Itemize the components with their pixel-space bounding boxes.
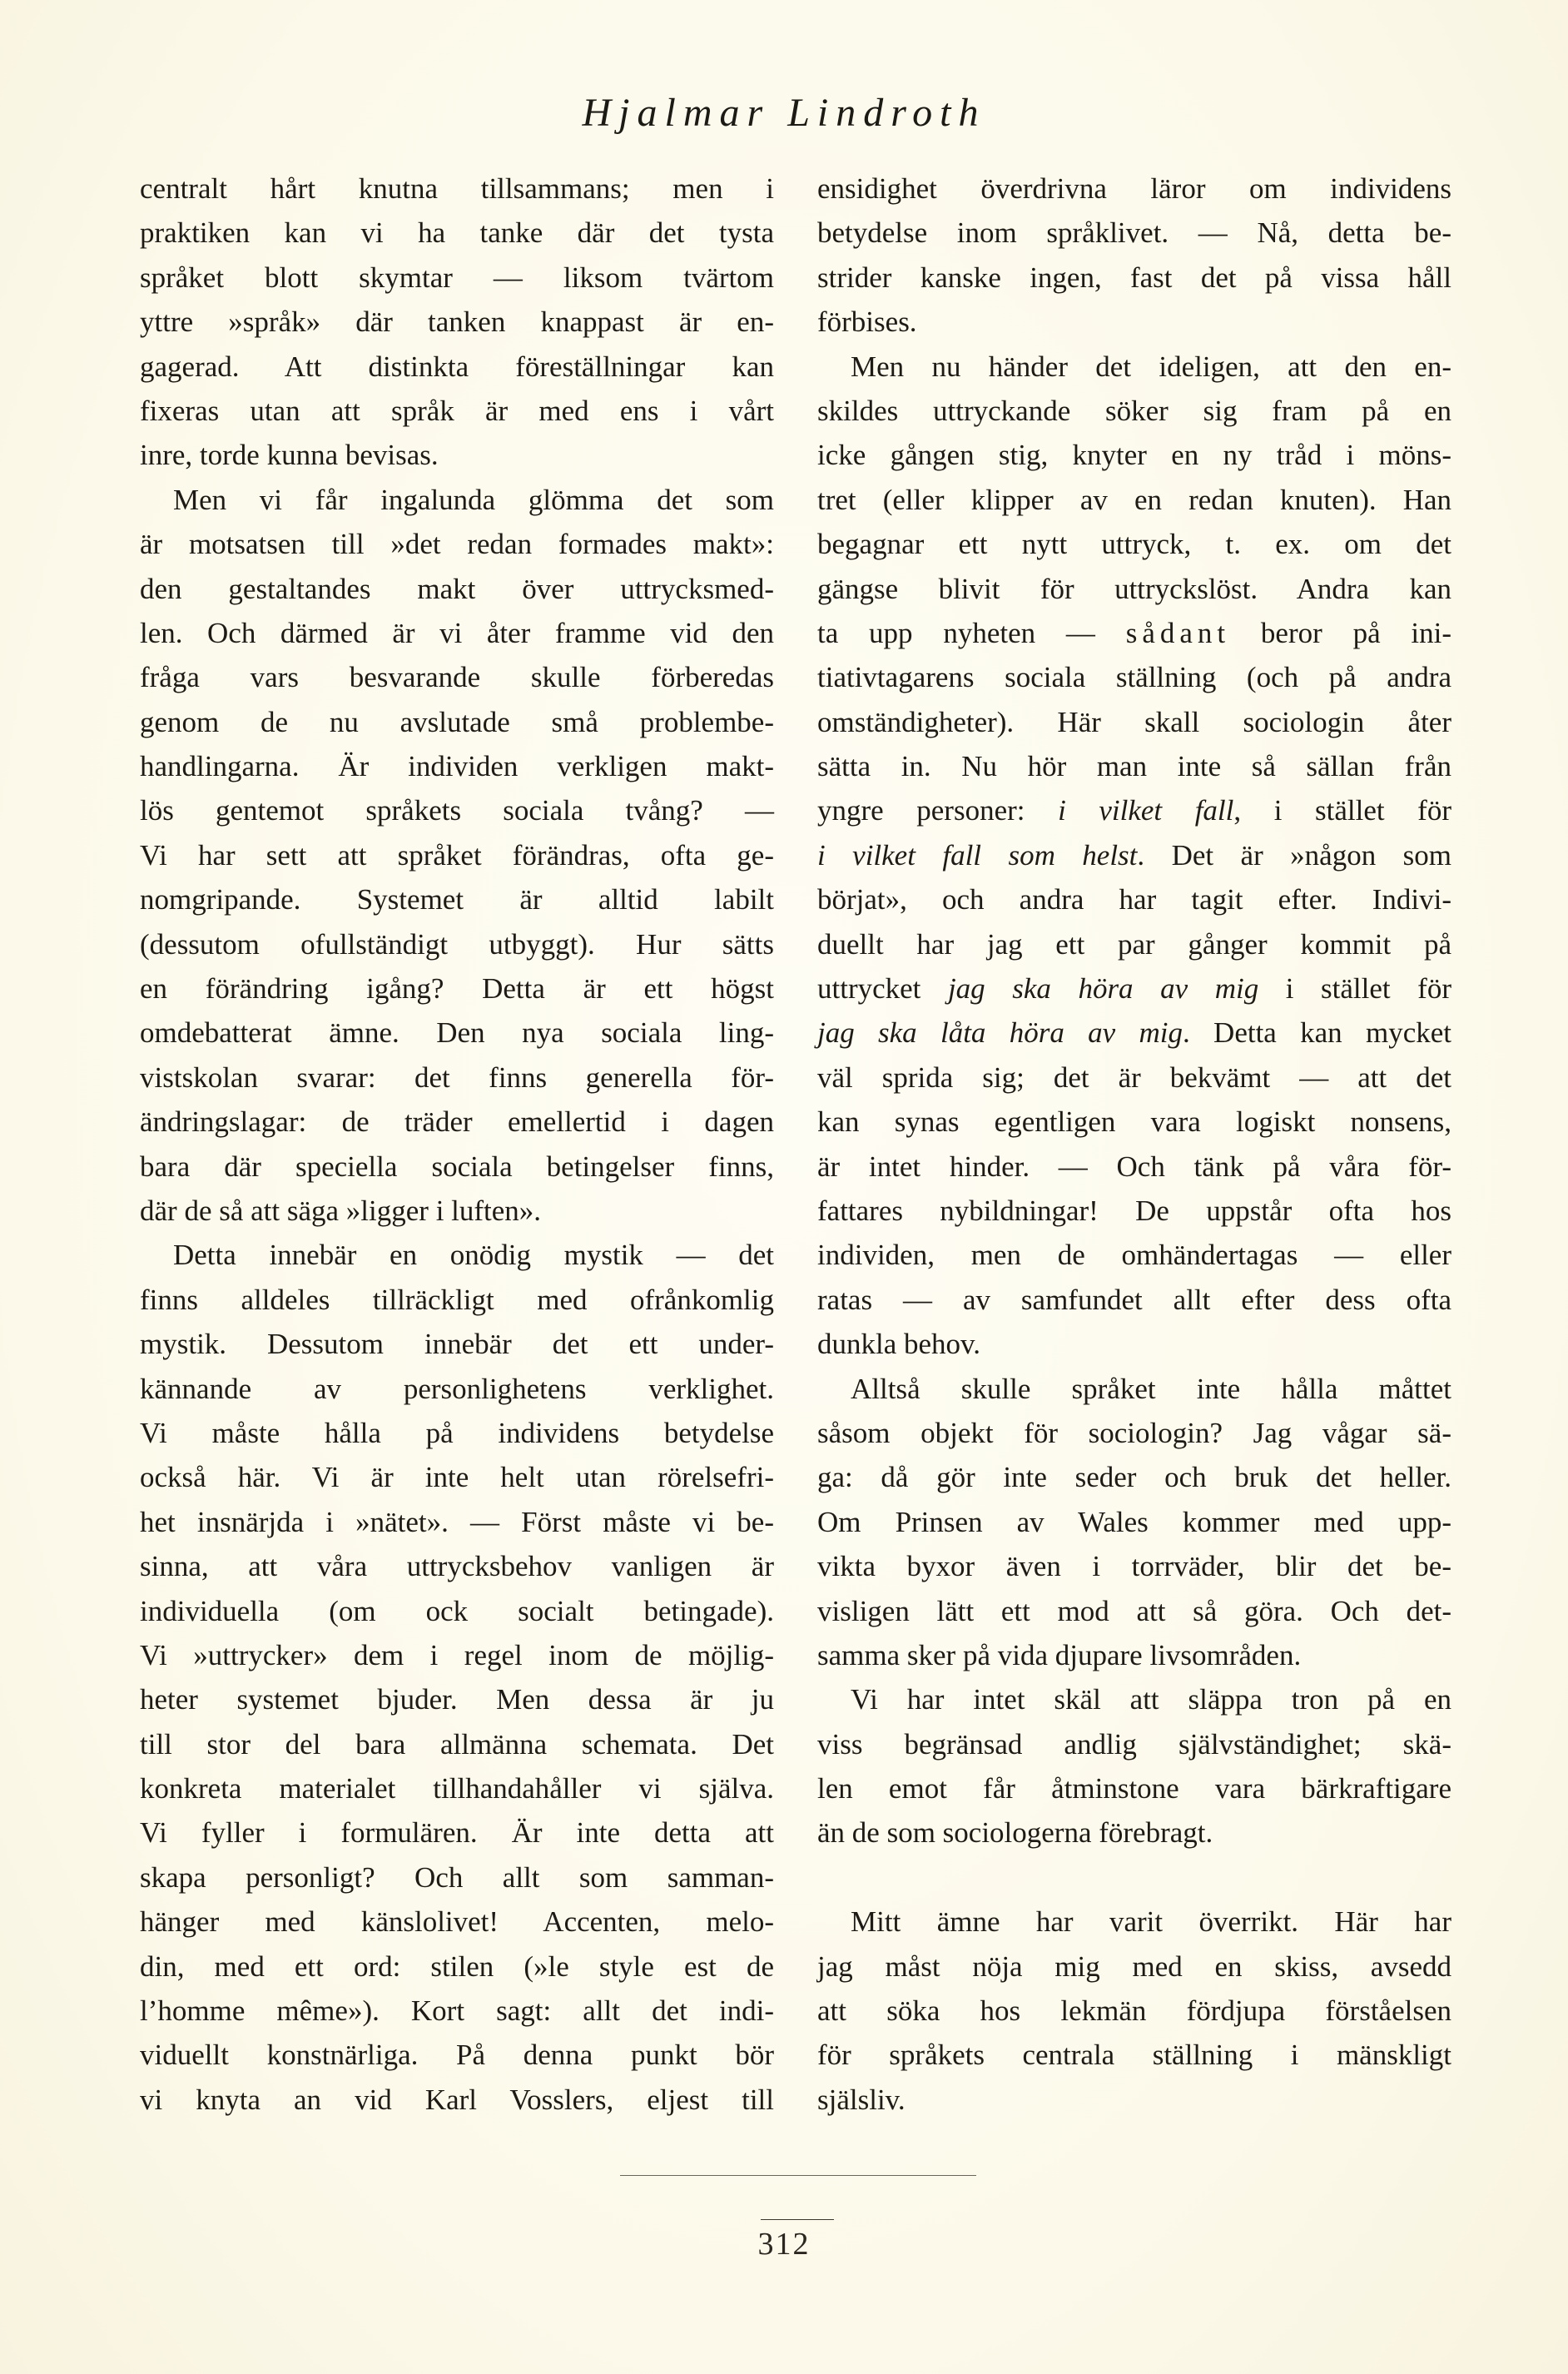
- text-line: lös gentemot språkets sociala tvång? —: [140, 794, 774, 827]
- text-segment: Om Prinsen av Wales kommer med upp-: [817, 1505, 1451, 1538]
- text-segment: visligen lätt ett mod att så göra. Och det-: [817, 1594, 1451, 1627]
- text-line: [817, 166, 1451, 211]
- right-text-column: [817, 166, 1451, 2122]
- folio-rule: [761, 2219, 834, 2220]
- text-line: [817, 877, 1451, 921]
- text-line: [817, 1900, 1451, 1944]
- text-segment: i stället för: [1258, 972, 1451, 1006]
- text-line: också här. Vi är inte helt utan rörelsefri-: [140, 1461, 774, 1494]
- text-line: [817, 1100, 1451, 1144]
- text-line: handlingarna. Är individen verkligen makt-: [140, 750, 774, 783]
- text-line: Men vi får ingalunda glömma det som: [173, 483, 774, 516]
- text-line: [817, 1322, 1451, 1366]
- text-line: [817, 611, 1451, 655]
- text-line: inre, torde kunna bevisas.: [140, 439, 439, 472]
- text-line: vi knyta an vid Karl Vosslers, eljest till: [140, 2083, 774, 2116]
- text-line: fixeras utan att språk är med ens i vårt: [140, 394, 774, 427]
- text-line: [817, 966, 1451, 1011]
- text-line: viduellt konstnärliga. På denna punkt bör: [140, 2039, 774, 2072]
- text-line: omdebatterat ämne. Den nya sociala ling-: [140, 1016, 774, 1050]
- text-line: Vi måste hålla på individens betydelse: [140, 1416, 774, 1449]
- text-line: genom de nu avslutade små problembe-: [140, 705, 774, 738]
- text-line: [817, 1722, 1451, 1766]
- text-line: [817, 1011, 1451, 1055]
- running-head-author: Hjalmar Lindroth: [582, 91, 986, 135]
- text-segment: individen, men de omhändertagas — eller: [817, 1239, 1451, 1272]
- text-line: praktiken kan vi ha tanke där det tysta: [140, 216, 774, 250]
- text-line: språket blott skymtar — liksom tvärtom: [140, 261, 774, 294]
- text-segment: tret (eller klipper av en redan knuten). Han: [817, 483, 1451, 516]
- text-line: [817, 1189, 1451, 1233]
- text-segment: är intet hinder. — Och tänk på våra för-: [817, 1150, 1451, 1183]
- text-line: len. Och därmed är vi åter framme vid den: [140, 616, 774, 649]
- text-line: till stor del bara allmänna schemata. Det: [140, 1727, 774, 1761]
- text-line: en förändring igång? Detta är ett högst: [140, 972, 774, 1006]
- text-line: Vi fyller i formulären. Är inte detta att: [140, 1816, 774, 1850]
- text-segment: för språkets centrala ställning i mänskligt: [817, 2039, 1451, 2072]
- text-segment: ga: då gör inte seder och bruk det heller.: [817, 1461, 1451, 1494]
- text-line: [817, 1766, 1451, 1810]
- text-line: [817, 1411, 1451, 1455]
- text-line: [817, 1278, 1451, 1322]
- text-line: individuella (om ock socialt betingade).: [140, 1594, 774, 1627]
- text-line: [817, 478, 1451, 522]
- text-line: heter systemet bjuder. Men dessa är ju: [140, 1683, 774, 1716]
- italic-example: i vilket fall som helst: [817, 838, 1138, 872]
- text-segment: , i stället för: [1233, 794, 1451, 827]
- text-line: [817, 922, 1451, 966]
- text-line: [817, 389, 1451, 433]
- text-line: [817, 300, 1451, 344]
- text-segment: själsliv.: [817, 2083, 906, 2116]
- text-line: [817, 1810, 1451, 1855]
- text-segment: beror på ini-: [1230, 616, 1451, 649]
- text-line: [817, 1455, 1451, 1499]
- text-line: gagerad. Att distinkta föreställningar kan: [140, 350, 774, 383]
- text-segment: fattares nybildningar! De uppstår ofta hos: [817, 1194, 1451, 1227]
- text-line: [817, 567, 1451, 611]
- text-line: l’homme même»). Kort sagt: allt det indi-: [140, 1994, 774, 2028]
- text-segment: yngre personer:: [817, 794, 1059, 827]
- text-segment: begagnar ett nytt uttryck, t. ex. om det: [817, 528, 1451, 561]
- text-line: (dessutom ofullständigt utbyggt). Hur sätts: [140, 927, 774, 961]
- text-line: konkreta materialet tillhandahåller vi själva.: [140, 1772, 774, 1805]
- text-line: Detta innebär en onödig mystik — det: [173, 1239, 774, 1272]
- text-line: [817, 522, 1451, 566]
- text-line: Vi har sett att språket förändras, ofta ge-: [140, 838, 774, 872]
- text-line: [817, 833, 1451, 877]
- text-line: [817, 433, 1451, 477]
- text-line: het insnärjda i »nätet». — Först måste vi be-: [140, 1505, 774, 1538]
- text-segment: len emot får åtminstone vara bärkraftigare: [817, 1772, 1451, 1805]
- text-line: [817, 1589, 1451, 1633]
- text-line: yttre »språk» där tanken knappast är en-: [140, 305, 774, 339]
- text-line: [817, 1367, 1451, 1411]
- text-line: [817, 1633, 1451, 1677]
- text-segment: duellt har jag ett par gånger kommit på: [817, 927, 1451, 961]
- text-line: [817, 1055, 1451, 1100]
- text-line: [817, 1677, 1451, 1721]
- text-line: skapa personligt? Och allt som samman-: [140, 1860, 774, 1894]
- text-segment: sätta in. Nu hör man inte så sällan från: [817, 750, 1451, 783]
- text-segment: samma sker på vida djupare livsområden.: [817, 1638, 1302, 1671]
- text-line: vistskolan svarar: det finns generella för-: [140, 1060, 774, 1094]
- section-break: [817, 1855, 1451, 1900]
- end-of-article-rule: [620, 2175, 976, 2176]
- text-line: [817, 1500, 1451, 1544]
- text-segment: ratas — av samfundet allt efter dess ofta: [817, 1283, 1451, 1316]
- text-line: [817, 1944, 1451, 1989]
- text-segment: jag måst nöja mig med en skiss, avsedd: [817, 1949, 1451, 1983]
- text-line: [817, 1544, 1451, 1588]
- text-segment: Vi har intet skäl att släppa tron på en: [851, 1683, 1451, 1716]
- text-segment: omständigheter). Här skall sociologin åter: [817, 705, 1451, 738]
- text-line: mystik. Dessutom innebär det ett under-: [140, 1328, 774, 1361]
- text-segment: tiativtagarens sociala ställning (och på andra: [817, 661, 1451, 694]
- spaced-emphasis: sådant: [1125, 616, 1231, 649]
- text-line: kännande av personlighetens verklighet.: [140, 1372, 774, 1405]
- page-number: 312: [757, 2227, 811, 2262]
- text-line: är motsatsen till »det redan formades makt»:: [140, 528, 774, 561]
- text-line: [817, 655, 1451, 699]
- text-segment: kan synas egentligen vara logiskt nonsens,: [817, 1105, 1451, 1139]
- text-segment: strider kanske ingen, fast det på vissa håll: [817, 261, 1451, 294]
- text-line: [817, 256, 1451, 300]
- text-segment: uttrycket: [817, 972, 948, 1006]
- text-line: [817, 1145, 1451, 1189]
- text-line: hänger med känslolivet! Accenten, melo-: [140, 1905, 774, 1939]
- text-segment: förbises.: [817, 305, 917, 339]
- text-line: [817, 788, 1451, 832]
- text-segment: dunkla behov.: [817, 1328, 981, 1361]
- text-segment: gängse blivit för uttryckslöst. Andra kan: [817, 572, 1451, 605]
- text-segment: Mitt ämne har varit överrikt. Här har: [851, 1905, 1451, 1939]
- text-segment: börjat», och andra har tagit efter. Indivi-: [817, 883, 1451, 916]
- text-line: fråga vars besvarande skulle förberedas: [140, 661, 774, 694]
- text-line: sinna, att våra uttrycksbehov vanligen är: [140, 1550, 774, 1583]
- text-line: [817, 744, 1451, 788]
- text-line: där de så att säga »ligger i luften».: [140, 1194, 542, 1227]
- text-segment: Alltså skulle språket inte hålla måttet: [851, 1372, 1451, 1405]
- text-line: centralt hårt knutna tillsammans; men i: [140, 172, 774, 205]
- text-segment: Men nu händer det ideligen, att den en-: [851, 350, 1451, 383]
- text-segment: väl sprida sig; det är bekvämt — att det: [817, 1060, 1451, 1094]
- text-line: bara där speciella sociala betingelser finns,: [140, 1150, 774, 1183]
- text-segment: att söka hos lekmän fördjupa förståelsen: [817, 1994, 1451, 2028]
- text-segment: skildes uttryckande söker sig fram på en: [817, 394, 1451, 427]
- text-segment: vikta byxor även i torrväder, blir det be-: [817, 1550, 1451, 1583]
- text-segment: . Detta kan mycket: [1183, 1016, 1451, 1050]
- text-line: [817, 211, 1451, 255]
- text-line: ändringslagar: de träder emellertid i dagen: [140, 1105, 774, 1139]
- text-line: [817, 345, 1451, 389]
- text-segment: än de som sociologerna förebragt.: [817, 1816, 1213, 1850]
- text-line: [817, 1989, 1451, 2033]
- text-segment: icke gången stig, knyter en ny tråd i möns-: [817, 439, 1451, 472]
- italic-example: jag ska låta höra av mig: [817, 1016, 1183, 1050]
- left-text-column: [140, 166, 774, 2122]
- text-line: Vi »uttrycker» dem i regel inom de möjlig-: [140, 1638, 774, 1671]
- italic-example: jag ska höra av mig: [947, 972, 1259, 1006]
- text-segment: viss begränsad andlig självständighet; skä-: [817, 1727, 1451, 1761]
- text-segment: ensidighet överdrivna läror om individens: [817, 172, 1451, 205]
- text-line: [817, 1233, 1451, 1277]
- text-segment: betydelse inom språklivet. — Nå, detta be-: [817, 216, 1451, 250]
- text-segment: ta upp nyheten —: [817, 616, 1126, 649]
- text-line: [817, 700, 1451, 744]
- text-line: nomgripande. Systemet är alltid labilt: [140, 883, 774, 916]
- text-line: finns alldeles tillräckligt med ofrånkomlig: [140, 1283, 774, 1316]
- text-line: din, med ett ord: stilen (»le style est de: [140, 1949, 774, 1983]
- text-segment: . Det är »någon som: [1137, 838, 1451, 872]
- text-segment: såsom objekt för sociologin? Jag vågar sä-: [817, 1416, 1451, 1449]
- text-line: [817, 2078, 1451, 2122]
- text-line: [817, 2033, 1451, 2077]
- italic-example: i vilket fall: [1058, 794, 1234, 827]
- text-line: den gestaltandes makt över uttrycksmed-: [140, 572, 774, 605]
